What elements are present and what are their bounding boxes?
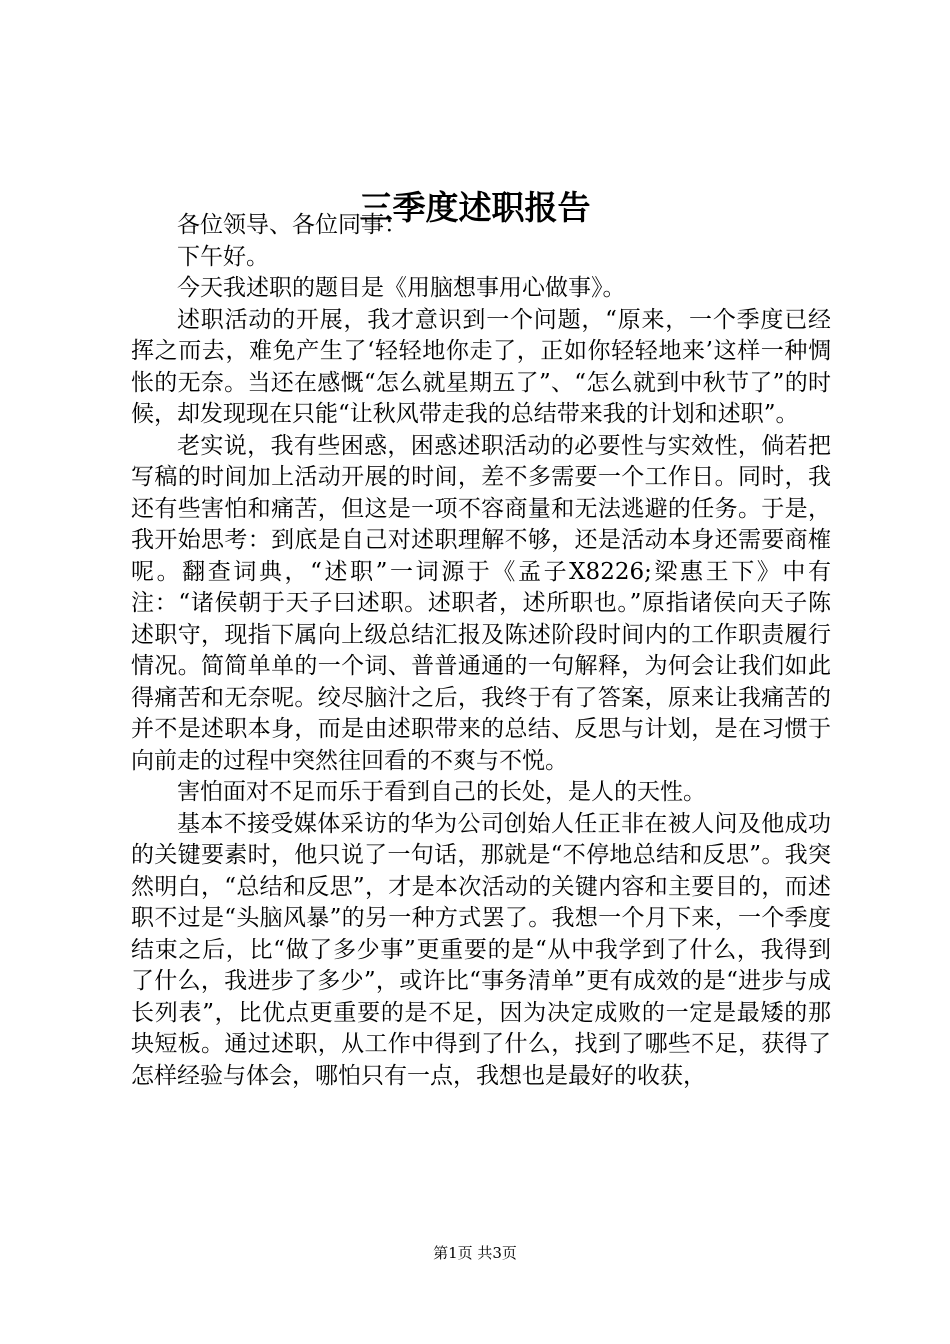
- paragraph-salutation: 各位领导、各位同事：: [177, 212, 407, 238]
- paragraph: 老实说，我有些困惑，困惑述职活动的必要性与实效性，倘若把写稿的时间加上活动开展的时间，差不多需要一个工作日。同时，我还有些害怕和痛苦，但这是一项不容商量和无法逃避的任务。于是，我开始思考：到底是自己对述职理解不够，还是活动本身还需要商榷呢。翻查词典，“述职”一词源于《孟子X8226;梁惠王下》中有注：“诸侯朝于天子曰述职。述职者，述所职也。”原指诸侯向天子陈述职守，现指下属向上级总结汇报及陈述阶段时间内的工作职责履行情况。简简单单的一个词、普普通通的一句解释，为何会让我们如此得痛苦和无奈呢。绞尽脑汁之后，我终于有了答案，原来让我痛苦的并不是述职本身，而是由述职带来的总结、反思与计划，是在习惯于向前走的过程中突然往回看的不爽与不悦。: [131, 432, 831, 774]
- paragraph: 基本不接受媒体采访的华为公司创始人任正非在被人问及他成功的关键要素时，他只说了一句话，那就是“不停地总结和反思”。我突然明白，“总结和反思”，才是本次活动的关键内容和主要目的，而述职不过是“头脑风暴”的另一种方式罢了。我想一个月下来，一个季度结束之后，比“做了多少事”更重要的是“从中我学到了什么，我得到了什么，我进步了多少”，或许比“事务清单”更有成效的是“进步与成长列表”，比优点更重要的是不足，因为决定成败的一定是最矮的那块短板。通过述职，从工作中得到了什么，找到了哪些不足，获得了怎样经验与体会，哪怕只有一点，我想也是最好的收获，: [131, 810, 831, 1089]
- page-footer: 第1页 共3页: [433, 1244, 517, 1262]
- paragraph-topic: 今天我述职的题目是《用脑想事用心做事》。: [177, 275, 626, 301]
- document-title: 三季度述职报告: [359, 188, 591, 227]
- paragraph-greeting: 下午好。: [177, 243, 269, 270]
- paragraph: 害怕面对不足而乐于看到自己的长处，是人的天性。: [177, 779, 706, 805]
- document-body: [131, 210, 831, 1092]
- paragraph: 述职活动的开展，我才意识到一个问题，“原来，一个季度已经挥之而去，难免产生了‘轻轻地你走了，正如你轻轻地来’这样一种惆怅的无奈。当还在感慨“怎么就星期五了”、“怎么就到中秋节了”的时候，却发现现在只能“让秋风带走我的总结带来我的计划和述职”。: [131, 306, 831, 427]
